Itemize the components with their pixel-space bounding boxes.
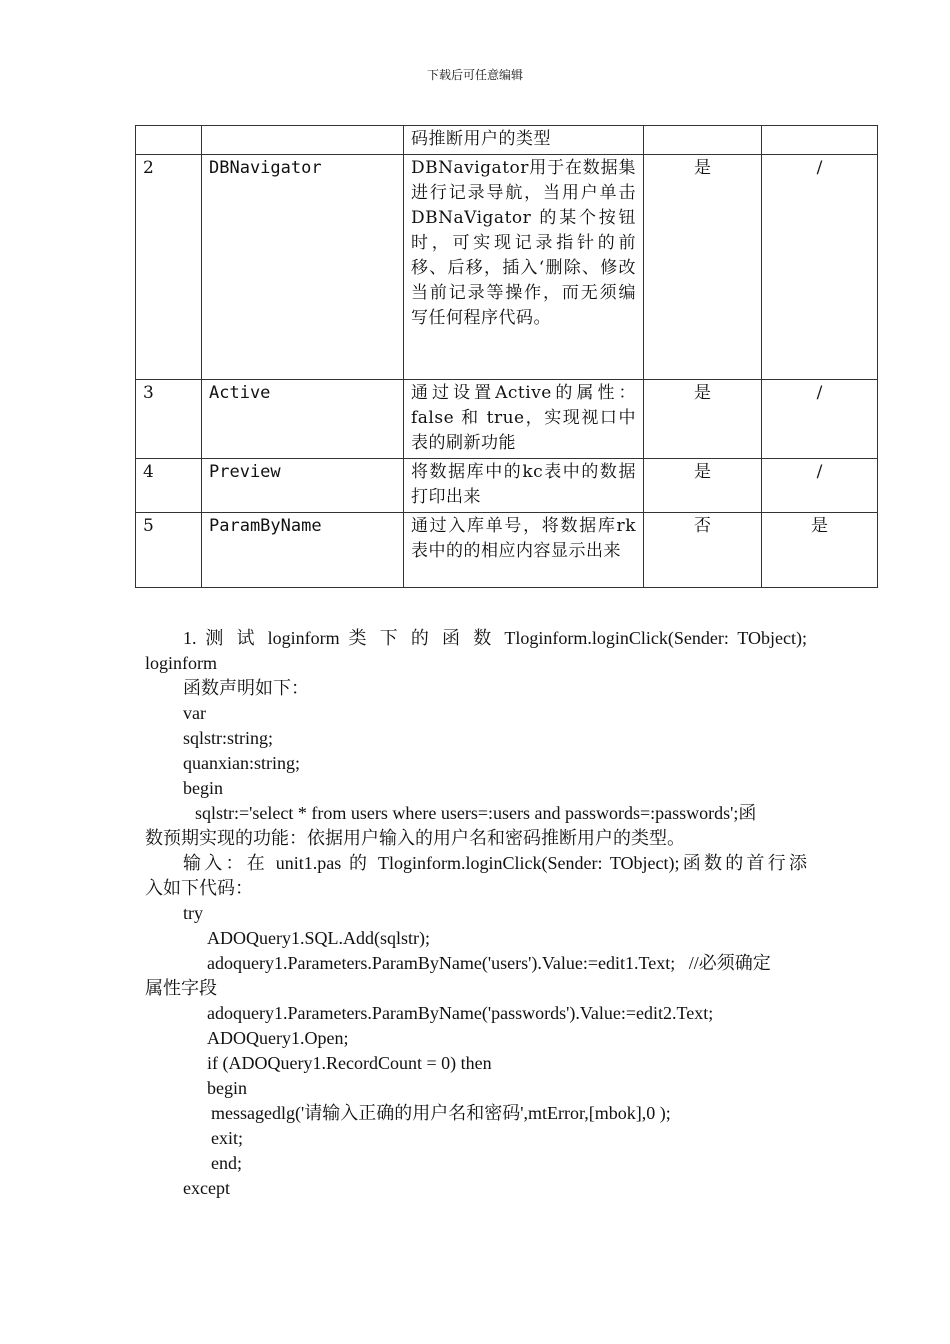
cell-name: DBNavigator: [202, 155, 404, 380]
page-header: 下载后可任意编辑: [426, 68, 523, 82]
cell-name: Preview: [202, 459, 404, 513]
test-heading-continued: loginform: [145, 653, 217, 673]
code-line: if (ADOQuery1.RecordCount = 0) then: [207, 1053, 492, 1073]
cell-name: [202, 126, 404, 155]
declaration-intro: 函数声明如下：: [183, 678, 309, 698]
code-line: quanxian:string;: [183, 753, 300, 773]
cell-col5: 是: [762, 513, 878, 588]
input-description-continued: 入如下代码：: [145, 878, 253, 898]
cell-desc: 码推断用户的类型: [404, 126, 644, 155]
code-line: begin: [207, 1078, 247, 1098]
code-line: var: [183, 703, 206, 723]
code-line: except: [183, 1178, 230, 1198]
cell-col5: /: [762, 459, 878, 513]
cell-col5: /: [762, 380, 878, 459]
cell-col4: 是: [644, 459, 762, 513]
code-line: exit;: [211, 1128, 243, 1148]
cell-col5: /: [762, 155, 878, 380]
cell-col4: [644, 126, 762, 155]
cell-num: 2: [136, 155, 202, 380]
expected-function-text: 数预期实现的功能：依据用户输入的用户名和密码推断用户的类型。: [145, 828, 685, 848]
code-line: messagedlg('请输入正确的用户名和密码',mtError,[mbok],0 );: [211, 1103, 671, 1123]
table-row: [136, 380, 878, 459]
cell-num: 5: [136, 513, 202, 588]
code-line: adoquery1.Parameters.ParamByName('users').Value:=edit1.Text; //必须确定: [207, 953, 771, 973]
table-row: [136, 126, 878, 155]
component-table: [135, 125, 878, 588]
code-line: begin: [183, 778, 223, 798]
table-row: [136, 513, 878, 588]
input-description: 输入：在 unit1.pas 的 Tloginform.loginClick(Sender: TObject);函数的首行添: [183, 853, 807, 873]
code-line: ADOQuery1.Open;: [207, 1028, 349, 1048]
cell-num: 4: [136, 459, 202, 513]
code-line: sqlstr:='select * from users where users=:users and passwords=:passwords';函: [195, 803, 757, 823]
cell-name: ParamByName: [202, 513, 404, 588]
cell-col4: 是: [644, 155, 762, 380]
cell-col4: 是: [644, 380, 762, 459]
cell-num: 3: [136, 380, 202, 459]
code-line: end;: [211, 1153, 242, 1173]
cell-name: Active: [202, 380, 404, 459]
body-text: [145, 626, 807, 1201]
cell-desc: 将数据库中的kc表中的数据打印出来: [404, 459, 644, 513]
code-line: adoquery1.Parameters.ParamByName('passwords').Value:=edit2.Text;: [207, 1003, 714, 1023]
code-line: try: [183, 903, 203, 923]
cell-desc: 通过设置Active的属性：false 和 true，实现视口中表的刷新功能: [404, 380, 644, 459]
table-row: [136, 155, 878, 380]
cell-col5: [762, 126, 878, 155]
table-row: [136, 459, 878, 513]
cell-num: [136, 126, 202, 155]
code-line: sqlstr:string;: [183, 728, 274, 748]
cell-desc: DBNavigator用于在数据集进行记录导航，当用户单击 DBNaVigator 的某个按钮时，可实现记录指针的前移、后移，插入‘删除、修改当前记录等操作，而无须编写任何程序代码。: [404, 155, 644, 380]
cell-col4: 否: [644, 513, 762, 588]
code-comment-continued: 属性字段: [145, 978, 217, 998]
test-heading-line: 1. 测 试 loginform 类 下 的 函 数 Tloginform.loginClick(Sender: TObject);: [183, 628, 807, 648]
cell-desc: 通过入库单号，将数据库rk表中的的相应内容显示出来: [404, 513, 644, 588]
code-line: ADOQuery1.SQL.Add(sqlstr);: [207, 928, 430, 948]
